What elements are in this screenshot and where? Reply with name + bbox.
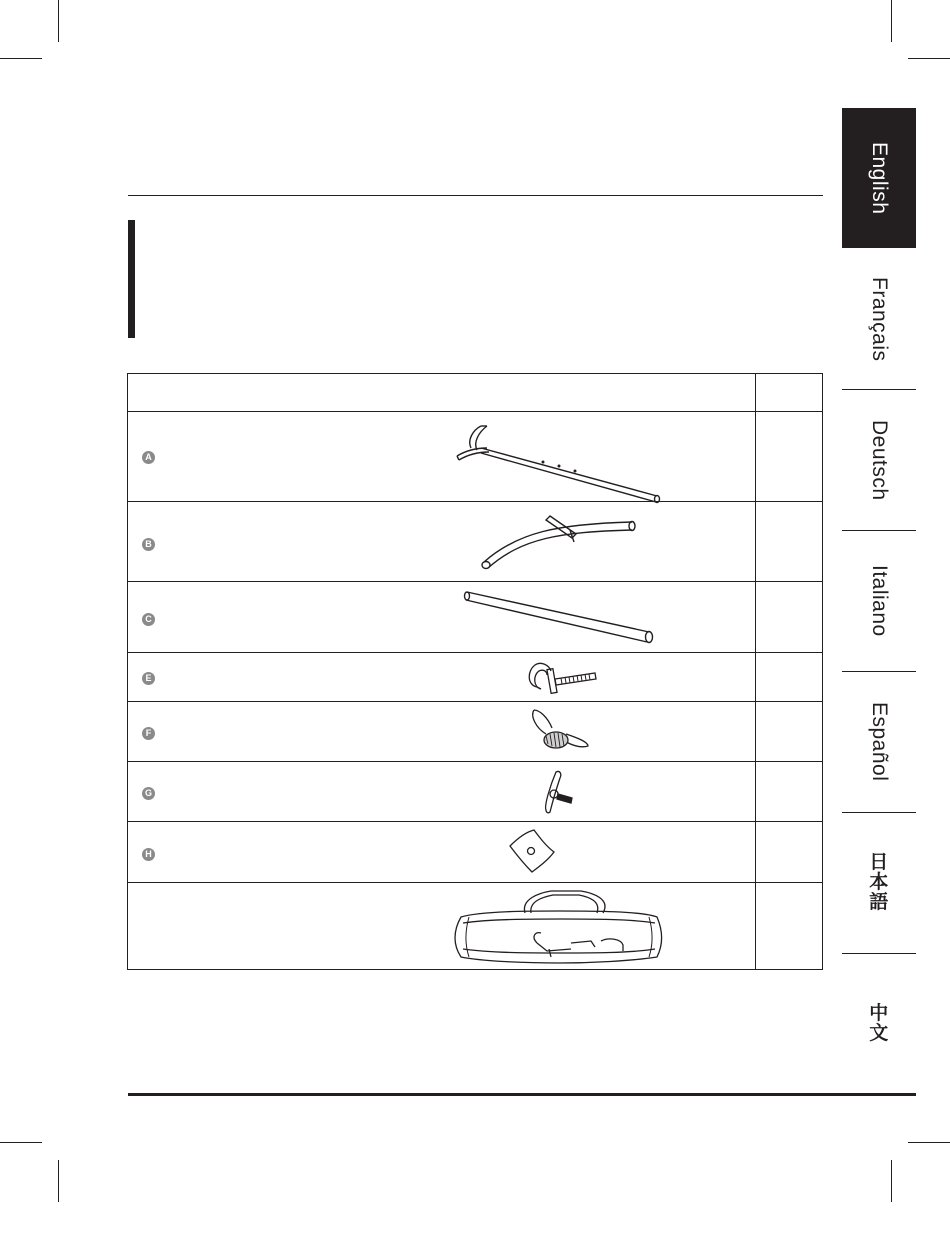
square-washer-icon	[504, 826, 560, 878]
table-row	[128, 581, 822, 652]
straight-tube-icon	[461, 586, 661, 648]
hook-bolt-icon	[523, 655, 603, 699]
part-letter-badge: E	[142, 672, 155, 685]
section-accent-bar	[128, 220, 135, 338]
footer-rule	[128, 1093, 916, 1096]
tab-english[interactable]	[842, 108, 916, 248]
crop-mark	[908, 58, 950, 59]
curved-tube-icon	[478, 506, 648, 578]
table-header-row	[128, 374, 822, 411]
crop-mark	[58, 1160, 59, 1202]
table-row	[128, 701, 822, 761]
part-letter-badge: G	[142, 787, 155, 800]
carry-bag-icon	[451, 887, 666, 967]
tab-japanese[interactable]	[842, 813, 916, 953]
header-rule	[128, 195, 823, 196]
tab-francais[interactable]	[842, 249, 916, 389]
parts-table	[127, 373, 823, 970]
part-letter-badge: B	[142, 538, 155, 551]
tab-label: Español	[868, 702, 891, 782]
tab-label: 中文	[869, 1003, 889, 1044]
crop-mark	[0, 1142, 42, 1143]
table-row	[128, 882, 822, 971]
table-row	[128, 501, 822, 581]
tab-chinese[interactable]	[842, 954, 916, 1094]
table-row	[128, 761, 822, 821]
thumb-screw-icon	[536, 766, 586, 818]
table-row	[128, 411, 822, 501]
part-letter-badge: H	[142, 848, 155, 861]
wing-nut-icon	[526, 706, 596, 758]
tab-label: Français	[868, 276, 891, 362]
tab-espanol[interactable]	[842, 672, 916, 812]
tab-italiano[interactable]	[842, 531, 916, 671]
tab-label: Italiano	[868, 565, 891, 637]
crop-mark	[891, 1160, 892, 1202]
part-letter-badge: A	[142, 451, 155, 464]
table-row	[128, 652, 822, 701]
frame-arm-with-hook-icon	[453, 416, 673, 504]
part-letter-badge: C	[142, 613, 155, 626]
crop-mark	[0, 58, 42, 59]
tab-label: English	[868, 141, 891, 215]
table-row	[128, 821, 822, 882]
tab-label: Deutsch	[868, 419, 891, 501]
crop-mark	[908, 1142, 950, 1143]
crop-mark	[58, 0, 59, 42]
crop-mark	[891, 0, 892, 42]
part-letter-badge: F	[142, 727, 155, 740]
tab-label: 日本語	[869, 852, 889, 913]
tab-deutsch[interactable]	[842, 390, 916, 530]
